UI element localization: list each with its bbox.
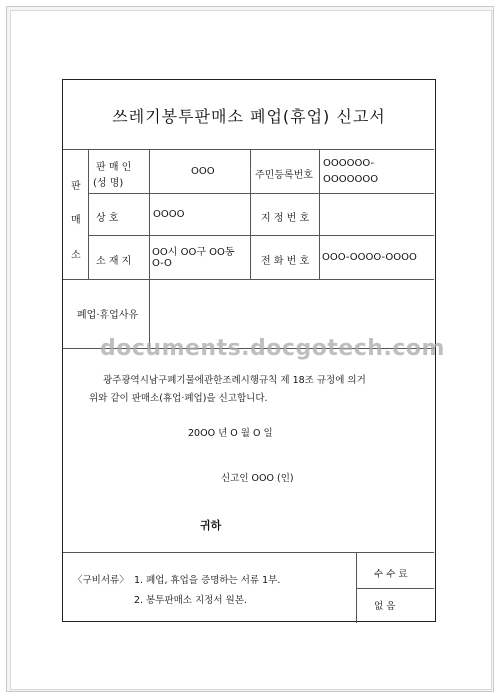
business-name-value: OOOO xyxy=(153,209,185,220)
phone-label: 전 화 번 호 xyxy=(261,256,310,267)
form-title: 쓰레기봉투판매소 폐업(휴업) 신고서 xyxy=(112,107,386,126)
statement-line-2: 위와 같이 판매소(휴업·폐업)을 신고합니다. xyxy=(89,393,268,404)
resident-number-label: 주민등록번호 xyxy=(255,170,313,181)
resident-number-value-1: OOOOOO- xyxy=(323,158,375,169)
phone-value: OOO-OOOO-OOOO xyxy=(322,252,417,263)
grid-line xyxy=(63,149,434,150)
address-value-1: OO시 OO구 OO동 xyxy=(152,247,235,258)
grid-line xyxy=(319,149,320,279)
attachment-item-2: 2. 봉투판매소 지정서 원본. xyxy=(134,595,247,606)
reason-label: 폐업·휴업사유 xyxy=(77,310,139,321)
designation-number-label: 지 정 번 호 xyxy=(261,213,310,224)
business-name-label: 상 호 xyxy=(96,213,119,224)
addressee: 귀하 xyxy=(200,519,222,532)
section-label-char: 매 xyxy=(71,215,81,226)
grid-line xyxy=(63,279,434,280)
attachments-label: 〈구비서류〉 xyxy=(73,575,129,586)
grid-line xyxy=(88,193,434,194)
grid-line xyxy=(88,149,89,279)
seller-name-label: (성 명) xyxy=(93,178,124,189)
fee-label: 수 수 료 xyxy=(374,569,408,580)
watermark: documents.docgotech.com xyxy=(100,336,445,361)
applicant-line: 신고인 OOO (인) xyxy=(221,473,294,484)
grid-line xyxy=(88,235,434,236)
grid-line xyxy=(63,552,434,553)
address-value-2: O-O xyxy=(152,258,172,269)
statement-line-1: 광주광역시남구폐기물에관한조례시행규칙 제 18조 규정에 의거 xyxy=(103,375,366,386)
address-label: 소 재 지 xyxy=(96,256,132,267)
grid-line xyxy=(250,149,251,279)
resident-number-value-2: OOOOOOO xyxy=(323,174,379,185)
date-line: 20OO 년 O 월 O 일 xyxy=(188,428,273,439)
grid-line xyxy=(356,552,357,623)
attachment-item-1: 1. 폐업, 휴업을 증명하는 서류 1부. xyxy=(134,575,281,586)
seller-name-value: OOO xyxy=(191,166,215,177)
seller-label: 판 매 인 xyxy=(96,162,132,173)
section-label-char: 소 xyxy=(71,250,81,261)
fee-value: 없 음 xyxy=(374,601,396,612)
section-label-char: 판 xyxy=(71,181,81,192)
grid-line xyxy=(356,588,434,589)
grid-line xyxy=(149,149,150,279)
